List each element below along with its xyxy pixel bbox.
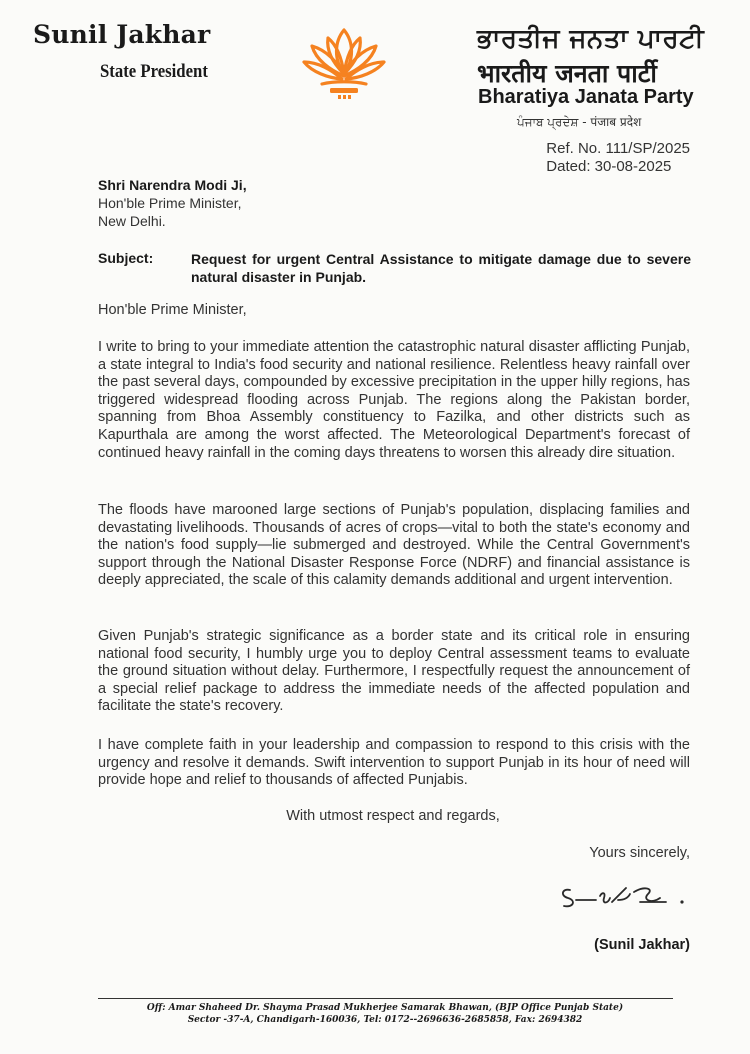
footer-address-line: Sector -37-A, Chandigarh-160036, Tel: 0172--2696636-2685858, Fax: 2694382 (187, 1015, 583, 1025)
body-paragraph: The floods have marooned large sections of Punjab's population, displacing families and devastating livelihoods. Thousands of acres of crops—vital to both the state's economy and the nation's food supply—lie submerged and destroyed. While the Central Government's support through the National Disaster Response Force (NDRF) and financial assistance is deeply appreciated, the scale of this calamity demands additional and urgent intervention. (98, 502, 690, 589)
sender-name: Sunil Jakhar (33, 20, 211, 49)
handwritten-signature-icon (556, 878, 688, 918)
body-paragraph: I write to bring to your immediate attention the catastrophic natural disaster afflicting Punjab, a state integral to India's food security and national resilience. Relentless heavy rainfall over the past several days, compounded by excessive precipitation in the upper hilly regions, has triggered widespread flooding across Punjab. The regions along the Pakistan border, spanning from Bhoa Assembly constituency to Fazilka, and other districts such as Kapurthala are among the worst affected. The Meteorological Department's forecast of continued heavy rainfall in the coming days threatens to worsen this already dire situation. (98, 339, 690, 461)
closing-regards: With utmost respect and regards, (286, 808, 500, 824)
salutation: Hon'ble Prime Minister, (98, 302, 247, 318)
letter-date: Dated: 30-08-2025 (546, 158, 672, 175)
signatory-name: (Sunil Jakhar) (594, 937, 690, 953)
subject-label: Subject: (98, 250, 154, 266)
footer-address-line: Off: Amar Shaheed Dr. Shayma Prasad Mukherjee Samarak Bhawan, (BJP Office Punjab State) (146, 1003, 624, 1013)
closing-yours: Yours sincerely, (589, 845, 690, 861)
body-paragraph: Given Punjab's strategic significance as a border state and its critical role in ensuring national food security, I humbly urge you to deploy Central assessment teams to evaluate the ground situation without delay. Furthermore, I respectfully request the announcement of a special relief package to address the immediate needs of the affected population and facilitate the state's recovery. (98, 628, 690, 715)
addressee-place: New Delhi. (98, 213, 166, 229)
body-paragraph: I have complete faith in your leadership and compassion to respond to this crisis with the urgency and resolve it demands. Swift intervention to support Punjab in its hour of need will provide hope and relief to thousands of affected Punjabis. (98, 737, 690, 789)
subject-text: Request for urgent Central Assistance to mitigate damage due to severe natural disaster in Punjab. (191, 251, 691, 285)
party-name-english: Bharatiya Janata Party (478, 86, 694, 108)
state-unit-line: ਪੰਜਾਬ ਪ੍ਰਦੇਸ਼ - पंजाब प्रदेश (517, 115, 642, 129)
reference-number: Ref. No. 111/SP/2025 (546, 140, 690, 157)
party-name-gurmukhi: ਭਾਰਤੀਜ ਜਨਤਾ ਪਾਰਟੀ (477, 24, 705, 54)
addressee-name: Shri Narendra Modi Ji, (98, 177, 247, 193)
reference-block (546, 140, 690, 176)
addressee-designation: Hon'ble Prime Minister, (98, 195, 242, 211)
sender-title: State President (100, 61, 208, 82)
footer-divider (98, 998, 673, 999)
lotus-icon (300, 24, 388, 104)
party-name-hindi: भारतीय जनता पार्टी (477, 59, 657, 88)
footer-address (90, 1002, 680, 1026)
addressee-block (98, 176, 247, 230)
